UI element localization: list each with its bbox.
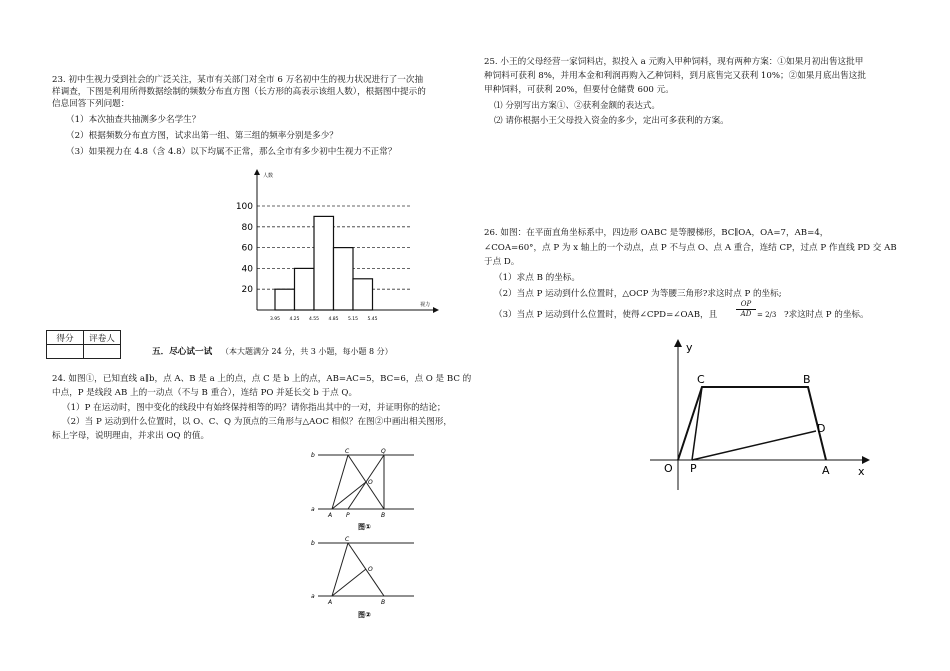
segment-ao (332, 482, 366, 509)
q25-line-2: 种饲料可获利 8%，并用本金和利润再购入乙种饲料，到月底售完又获利 10%；②如果月底出售这批 (484, 71, 866, 81)
fraction-op-ad (736, 300, 756, 319)
histogram-yticks (236, 202, 253, 295)
fig1-label-b: b (311, 452, 315, 459)
segment-cp (692, 387, 702, 460)
score-table-grader-header: 评卷人 (84, 331, 121, 345)
fig1-label-a: a (311, 506, 315, 513)
q24-line-2: 中点，P 是线段 AB 上的一动点（不与 B 重合），连结 PO 并延长交 b 于点 Q。 (52, 388, 358, 398)
q24-line-5: 标上字母，说明理由，并求出 OQ 的值。 (52, 431, 210, 441)
fig1-label-o: O (368, 479, 373, 486)
figure-2 (310, 533, 420, 621)
fig1-label-c: C (345, 448, 350, 455)
y-tick-label: 80 (241, 222, 253, 233)
fig1-label-p: P (346, 512, 350, 519)
label-o: O (664, 462, 673, 475)
q25-item-2: ⑵ 请你根据小王父母投入资金的多少，定出可多获利的方案。 (494, 116, 729, 126)
fig2-caption: 图② (358, 611, 371, 619)
x-tick-label: 4.25 (289, 317, 300, 322)
x-tick-label: 5.45 (367, 317, 378, 322)
segment-ao (332, 569, 366, 596)
histogram-bar (314, 216, 334, 310)
segment-ac (332, 543, 348, 596)
x-axis-label: 视力 (420, 302, 431, 308)
q26-item-1: （1）求点 B 的坐标。 (494, 273, 580, 283)
trapezoid-coordinate-figure (640, 335, 880, 495)
q25-item-1: ⑴ 分别写出方案①、②获利金额的表达式。 (494, 101, 661, 111)
section5-note: （本大题满分 24 分，共 3 小题，每小题 8 分） (221, 347, 393, 356)
score-table-score-header: 得分 (47, 331, 84, 345)
y-tick-label: 100 (235, 202, 253, 212)
q24-line-1: 24. 如图①，已知直线 a∥b，点 A、B 是 a 上的点，点 C 是 b 上的点，AB=AC=5，BC=6，点 O 是 BC 的 (52, 374, 472, 384)
label-y: y (686, 341, 693, 354)
histogram-xticks (270, 316, 378, 322)
figure-1 (310, 445, 420, 535)
q24-item-1: （1）P 在运动时，图中变化的线段中有始终保持相等的吗？请你指出其中的一对，并证明你的结论； (62, 403, 446, 413)
q26-item-3: （3）当点 P 运动到什么位置时，使得∠CPD=∠OAB，且 (494, 310, 718, 320)
score-cell[interactable] (47, 345, 84, 359)
q23-item-1: （1）本次抽查共抽测多少名学生？ (66, 115, 201, 125)
q26-item-3-end: ?求这时点 P 的坐标。 (784, 310, 869, 320)
label-x: x (858, 465, 865, 478)
score-table (46, 330, 121, 359)
q25-line-1: 25. 小王的父母经营一家饲料店，拟投入 a 元购入甲种饲料，现有两种方案：①如果月初出售这批甲 (484, 57, 864, 67)
y-tick-label: 60 (241, 243, 253, 254)
q23-line-3: 信息回答下列问题： (52, 99, 130, 109)
fraction-value: = 2/3 (757, 311, 777, 319)
q26-line-3: 于点 D。 (484, 257, 520, 267)
q26-line-2: ∠COA=60°，点 P 为 x 轴上的一个动点，点 P 不与点 O、点 A 重合，连结 CP，过点 P 作直线 PD 交 AB (484, 243, 897, 253)
x-tick-label: 4.85 (328, 317, 339, 322)
fraction-denominator: AD (740, 310, 752, 318)
q24-item-2: （2）当 P 运动到什么位置时，以 O、C、Q 为顶点的三角形与△AOC 相似？在图②中画出相关图形， (62, 417, 452, 427)
x-axis-arrow-icon (862, 456, 870, 464)
q26-line-1: 26. 如图：在平面直角坐标系中，四边形 OABC 是等腰梯形，BC∥OA，OA=7，AB=4， (484, 228, 829, 238)
x-axis-arrow-icon (433, 307, 439, 313)
label-d: D (817, 422, 826, 435)
fig2-label-b-point: B (381, 599, 386, 606)
q23-item-2: （2）根据频数分布直方图，试求出第一组、第三组的频率分别是多少？ (66, 131, 338, 141)
grader-cell[interactable] (84, 345, 121, 359)
fig2-label-c: C (345, 536, 350, 543)
label-p: P (690, 462, 697, 475)
histogram-bar (295, 268, 315, 310)
q23-line-2: 样调查，下图是利用所得数据绘制的频数分布直方图（长方形的高表示该组人数），根据图中提示的 (52, 87, 426, 97)
histogram-bar (334, 248, 354, 310)
y-tick-label: 20 (241, 285, 253, 296)
y-axis-arrow-icon (674, 339, 682, 347)
label-c: C (697, 373, 705, 386)
x-tick-label: 4.55 (308, 317, 320, 322)
segment-ac (332, 455, 348, 509)
section5-title: 五．尽心试一试 (152, 347, 213, 357)
fig2-label-b: b (311, 540, 315, 547)
x-tick-label: 5.15 (347, 317, 359, 322)
histogram-bars (275, 216, 373, 310)
histogram-bar (353, 279, 373, 310)
histogram-chart (225, 165, 445, 325)
q25-line-3: 甲种饲料，可获利 20%，但要付仓储费 600 元。 (484, 85, 674, 95)
q23-line-1: 23. 初中生视力受到社会的广泛关注，某市有关部门对全市 6 万名初中生的视力状况进行了一次抽 (52, 75, 424, 85)
fig2-label-o: O (368, 566, 373, 573)
y-axis-arrow-icon (254, 169, 260, 175)
y-axis-label: 人数 (263, 173, 274, 179)
fig2-label-a-point: A (328, 599, 333, 606)
segment-pd (692, 431, 816, 460)
fraction-numerator: OP (736, 300, 756, 310)
label-b: B (803, 373, 811, 386)
fig1-label-b-point: B (381, 512, 386, 519)
q23-item-3: （3）如果视力在 4.8（含 4.8）以下均属不正常，那么全市有多少初中生视力不正常？ (66, 147, 397, 157)
fig1-caption: 图① (358, 523, 371, 531)
fig1-label-a-point: A (328, 512, 333, 519)
fig1-label-q: Q (381, 448, 386, 455)
y-tick-label: 40 (241, 264, 253, 275)
histogram-bar (275, 289, 295, 310)
fig2-label-a: a (311, 593, 315, 600)
q26-item-2: （2）当点 P 运动到什么位置时，△OCP 为等腰三角形?求这时点 P 的坐标; (494, 289, 782, 299)
label-a: A (822, 464, 830, 477)
x-tick-label: 3.95 (269, 317, 281, 322)
